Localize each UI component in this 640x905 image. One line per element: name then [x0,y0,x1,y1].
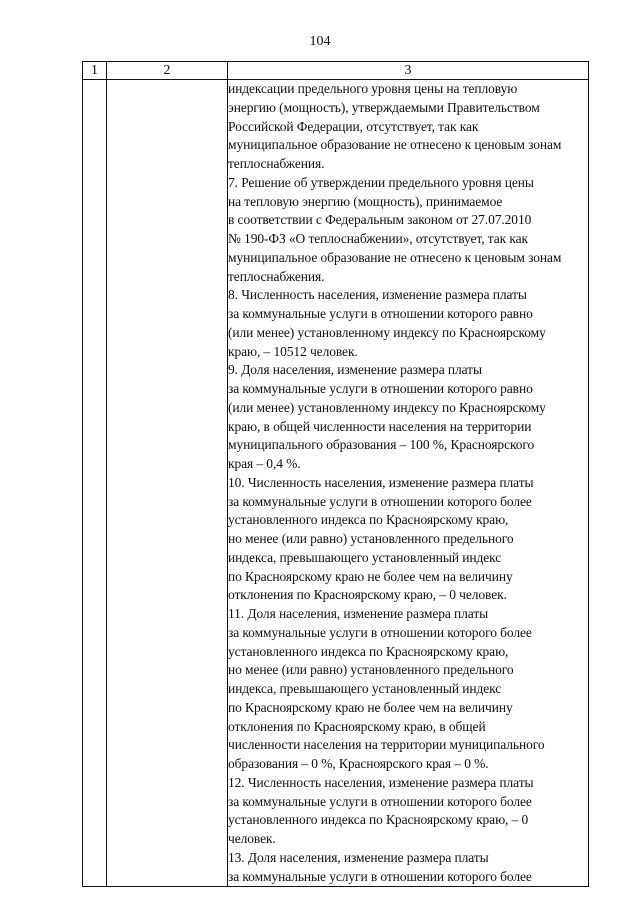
text-line: 9. Доля населения, изменение размера платы [228,362,482,378]
text-line: (или менее) установленному индексу по Красноярскому [228,399,546,415]
text-line: за коммунальные услуги в отношении которого более [228,793,532,809]
text-line: численности населения на территории муниципального [228,737,545,753]
text-line: за коммунальные услуги в отношении которого более [228,868,532,884]
column-header-2: 2 [107,62,228,80]
text-line: за коммунальные услуги в отношении которого более [228,624,532,640]
text-line: 8. Численность населения, изменение размера платы [228,287,527,303]
text-line: теплоснабжения. [228,156,325,171]
column-header-3: 3 [228,62,589,80]
text-line: на тепловую энергию (мощность), принимаемое [228,193,503,209]
text-line: человек. [228,831,276,846]
text-line: энергию (мощность), утверждаемыми Правительством [228,99,540,115]
text-line: но менее (или равно) установленного предельного [228,531,514,546]
text-line: 10. Численность населения, изменение размера платы [228,474,534,490]
text-line: за коммунальные услуги в отношении которого равно [228,381,533,396]
text-line: установленного индекса по Красноярскому краю, [228,512,509,528]
text-line: муниципального образования – 100 %, Красноярского [228,437,535,453]
text-line: образования – 0 %, Красноярского края – 0 %. [228,756,489,771]
text-line: индексации предельного уровня цены на тепловую [228,81,518,96]
text-line: отклонения по Красноярскому краю, – 0 человек. [228,587,507,603]
text-line: краю, – 10512 человек. [228,343,358,359]
text-line: 7. Решение об утверждении предельного уровня цены [228,174,534,190]
text-line: № 190-ФЗ «О теплоснабжении», отсутствует, так как [228,231,528,246]
text-line: муниципальное образование не отнесено к ценовым зонам [228,137,562,153]
text-line: 11. Доля населения, изменение размера платы [228,606,489,621]
document-table [82,61,589,887]
text-line: индекса, превышающего установленный индекс [228,681,502,696]
text-line: теплоснабжения. [228,268,325,284]
text-line: муниципальное образование не отнесено к ценовым зонам [228,249,562,265]
text-line: за коммунальные услуги в отношении которого более [228,493,532,509]
table-row [83,80,589,887]
text-line: за коммунальные услуги в отношении которого равно [228,306,533,321]
text-line: но менее (или равно) установленного предельного [228,662,514,678]
text-line: по Красноярскому краю не более чем на величину [228,568,513,584]
text-line: краю, в общей численности населения на территории [228,418,532,434]
column-header-1: 1 [83,62,107,80]
table-header-row [83,62,589,80]
text-line: по Красноярскому краю не более чем на величину [228,699,513,715]
text-line: индекса, превышающего установленный индекс [228,549,502,565]
cell-col1 [83,80,107,887]
text-line: отклонения по Красноярскому краю, в общей [228,718,486,734]
cell-col3-text [228,80,589,887]
text-line: 12. Численность населения, изменение размера платы [228,774,534,790]
text-line: (или менее) установленному индексу по Красноярскому [228,324,546,340]
text-line: в соответствии с Федеральным законом от 27.07.2010 [228,212,532,228]
cell-col2 [107,80,228,887]
text-line: установленного индекса по Красноярскому краю, – 0 [228,812,529,828]
text-line: края – 0,4 %. [228,456,301,471]
text-line: установленного индекса по Красноярскому краю, [228,643,509,659]
text-line: 13. Доля населения, изменение размера платы [228,849,489,865]
page-number: 104 [309,34,331,49]
text-line: Российской Федерации, отсутствует, так как [228,118,479,134]
